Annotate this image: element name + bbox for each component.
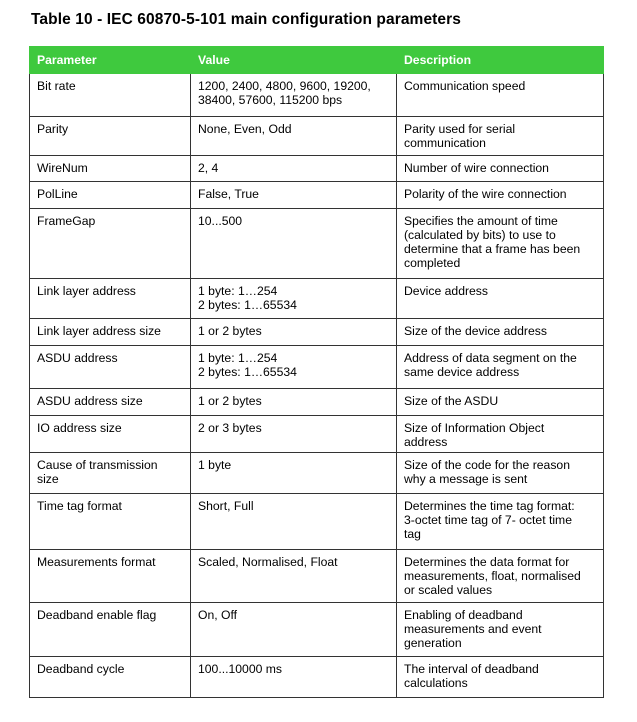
- cell-parameter: [30, 182, 191, 209]
- cell-description: [397, 156, 604, 182]
- table-row: [30, 389, 604, 416]
- cell-parameter: [30, 603, 191, 657]
- description-text-line: address: [404, 435, 448, 449]
- cell-value: [191, 603, 397, 657]
- table-header-row: [30, 47, 604, 74]
- cell-parameter: [30, 453, 191, 494]
- table-row: [30, 603, 604, 657]
- cell-description: [397, 74, 604, 117]
- parameter-text-line: Measurements format: [37, 555, 156, 569]
- parameter-text-line: Bit rate: [37, 79, 76, 93]
- cell-description: [397, 182, 604, 209]
- parameter-text-line: Deadband enable flag: [37, 608, 157, 622]
- cell-value: [191, 279, 397, 319]
- cell-value: [191, 182, 397, 209]
- cell-description: [397, 603, 604, 657]
- cell-parameter: [30, 346, 191, 389]
- description-text-line: determine that a frame has been: [404, 242, 581, 256]
- value-text-line: Scaled, Normalised, Float: [198, 555, 338, 569]
- description-text-line: completed: [404, 256, 461, 270]
- parameter-text-line: FrameGap: [37, 214, 96, 228]
- description-text-line: same device address: [404, 365, 520, 379]
- description-text-line: generation: [404, 636, 462, 650]
- description-text-line: Specifies the amount of time: [404, 214, 558, 228]
- cell-description: [397, 209, 604, 279]
- cell-value: [191, 156, 397, 182]
- cell-description: [397, 279, 604, 319]
- cell-description: [397, 657, 604, 698]
- cell-parameter: [30, 117, 191, 156]
- cell-value: [191, 416, 397, 453]
- parameter-text-line: Deadband cycle: [37, 662, 125, 676]
- table-row: [30, 416, 604, 453]
- cell-description: [397, 550, 604, 603]
- parameter-text-line: Parity: [37, 122, 69, 136]
- table-row: [30, 319, 604, 346]
- cell-description: [397, 453, 604, 494]
- cell-value: [191, 453, 397, 494]
- cell-parameter: [30, 416, 191, 453]
- table-row: [30, 74, 604, 117]
- description-text-line: why a message is sent: [404, 472, 528, 486]
- cell-description: [397, 494, 604, 550]
- description-text-line: Determines the time tag format:: [404, 499, 575, 513]
- cell-value: [191, 494, 397, 550]
- value-text-line: 1 byte: 1…254: [198, 351, 278, 365]
- cell-value: [191, 389, 397, 416]
- table-body: [30, 74, 604, 698]
- cell-parameter: [30, 156, 191, 182]
- cell-parameter: [30, 74, 191, 117]
- table-row: [30, 346, 604, 389]
- column-header-description: Description: [397, 47, 604, 74]
- table-row: [30, 156, 604, 182]
- table-row: [30, 550, 604, 603]
- column-header-value: Value: [191, 47, 397, 74]
- description-text-line: measurements and event: [404, 622, 542, 636]
- table-row: [30, 209, 604, 279]
- description-text-line: Device address: [404, 284, 488, 298]
- cell-value: [191, 346, 397, 389]
- value-text-line: 1 or 2 bytes: [198, 394, 262, 408]
- table-row: [30, 657, 604, 698]
- description-text-line: Polarity of the wire connection: [404, 187, 567, 201]
- description-text-line: measurements, float, normalised: [404, 569, 581, 583]
- parameter-text-line: ASDU address: [37, 351, 118, 365]
- parameter-text-line: size: [37, 472, 59, 486]
- description-text-line: Size of the code for the reason: [404, 458, 570, 472]
- cell-value: [191, 74, 397, 117]
- description-text-line: communication: [404, 136, 486, 150]
- parameter-text-line: Cause of transmission: [37, 458, 158, 472]
- parameter-text-line: ASDU address size: [37, 394, 143, 408]
- cell-parameter: [30, 494, 191, 550]
- value-text-line: 1 byte: [198, 458, 232, 472]
- value-text-line: None, Even, Odd: [198, 122, 292, 136]
- description-text-line: (calculated by bits) to use to: [404, 228, 556, 242]
- description-text-line: Number of wire connection: [404, 161, 549, 175]
- table-row: [30, 117, 604, 156]
- description-text-line: Parity used for serial: [404, 122, 516, 136]
- column-header-parameter: Parameter: [30, 47, 191, 74]
- cell-parameter: [30, 279, 191, 319]
- value-text-line: False, True: [198, 187, 259, 201]
- parameter-text-line: IO address size: [37, 421, 122, 435]
- cell-parameter: [30, 550, 191, 603]
- parameter-text-line: Time tag format: [37, 499, 122, 513]
- description-text-line: Determines the data format for: [404, 555, 570, 569]
- description-text-line: Enabling of deadband: [404, 608, 523, 622]
- description-text-line: 3-octet time tag of 7- octet time: [404, 513, 572, 527]
- config-parameters-table: [29, 46, 604, 698]
- value-text-line: 2 bytes: 1…65534: [198, 365, 297, 379]
- cell-value: [191, 117, 397, 156]
- cell-parameter: [30, 209, 191, 279]
- cell-value: [191, 319, 397, 346]
- value-text-line: 2 or 3 bytes: [198, 421, 262, 435]
- description-text-line: tag: [404, 527, 421, 541]
- table-row: [30, 279, 604, 319]
- description-text-line: calculations: [404, 676, 468, 690]
- parameter-text-line: PolLine: [37, 187, 78, 201]
- value-text-line: 100...10000 ms: [198, 662, 283, 676]
- description-text-line: The interval of deadband: [404, 662, 539, 676]
- parameter-text-line: WireNum: [37, 161, 88, 175]
- cell-value: [191, 209, 397, 279]
- table-row: [30, 494, 604, 550]
- cell-description: [397, 319, 604, 346]
- value-text-line: 1 byte: 1…254: [198, 284, 278, 298]
- table-row: [30, 453, 604, 494]
- cell-description: [397, 389, 604, 416]
- description-text-line: Size of the ASDU: [404, 394, 499, 408]
- cell-parameter: [30, 389, 191, 416]
- table-row: [30, 182, 604, 209]
- value-text-line: 1200, 2400, 4800, 9600, 19200,: [198, 79, 371, 93]
- value-text-line: 2 bytes: 1…65534: [198, 298, 297, 312]
- table-title: Table 10 - IEC 60870-5-101 main configuration parameters: [31, 11, 461, 28]
- value-text-line: 2, 4: [198, 161, 219, 175]
- description-text-line: Address of data segment on the: [404, 351, 577, 365]
- cell-value: [191, 657, 397, 698]
- parameter-text-line: Link layer address: [37, 284, 136, 298]
- value-text-line: 38400, 57600, 115200 bps: [198, 93, 343, 107]
- cell-description: [397, 416, 604, 453]
- parameter-text-line: Link layer address size: [37, 324, 161, 338]
- description-text-line: Communication speed: [404, 79, 526, 93]
- value-text-line: Short, Full: [198, 499, 254, 513]
- cell-description: [397, 117, 604, 156]
- value-text-line: On, Off: [198, 608, 238, 622]
- description-text-line: or scaled values: [404, 583, 493, 597]
- cell-parameter: [30, 657, 191, 698]
- cell-value: [191, 550, 397, 603]
- cell-description: [397, 346, 604, 389]
- description-text-line: Size of the device address: [404, 324, 547, 338]
- value-text-line: 1 or 2 bytes: [198, 324, 262, 338]
- cell-parameter: [30, 319, 191, 346]
- value-text-line: 10...500: [198, 214, 243, 228]
- description-text-line: Size of Information Object: [404, 421, 545, 435]
